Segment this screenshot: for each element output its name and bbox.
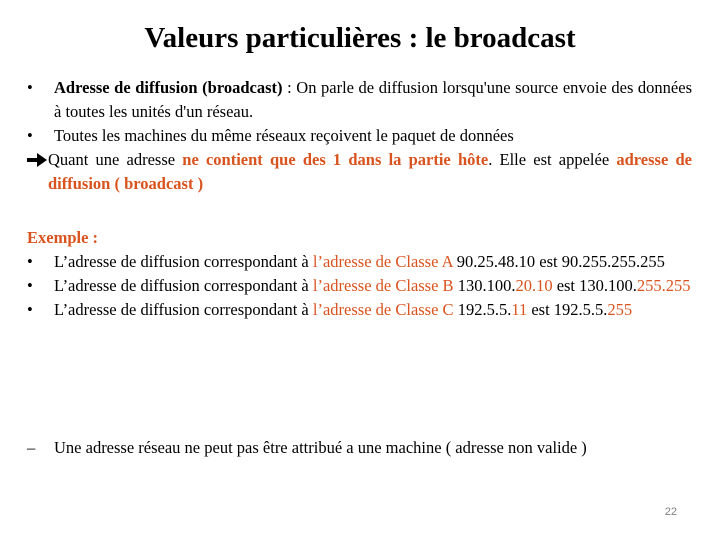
- intro-bullet-1: [27, 76, 692, 124]
- dash-marker: –: [27, 438, 36, 457]
- class-c-address-host: 11: [511, 300, 528, 319]
- broadcast-term: Adresse de diffusion (broadcast): [54, 78, 283, 97]
- dash-note: [27, 436, 692, 460]
- bullet-marker: •: [27, 276, 33, 295]
- dash-note-text: Une adresse réseau ne peut pas être attribué a une machine ( adresse non valide ): [54, 438, 587, 457]
- ones-condition: ne contient que des 1: [182, 150, 349, 169]
- example-item-class-a: [27, 250, 692, 274]
- example-item-text: L’adresse de diffusion correspondant à: [54, 276, 313, 295]
- bullet-marker: •: [27, 78, 33, 97]
- class-c-label: l’adresse de Classe C: [312, 300, 454, 319]
- slide-title: Valeurs particulières : le broadcast: [144, 22, 576, 54]
- class-a-broadcast: est 90.255.255.255: [535, 252, 665, 271]
- class-c-broadcast-host: 255: [607, 300, 633, 319]
- host-part: dans la partie hôte: [348, 150, 489, 169]
- example-item-text: L’adresse de diffusion correspondant à: [54, 300, 313, 319]
- class-c-broadcast-net: est 192.5.5.: [527, 300, 608, 319]
- right-arrow-icon: [27, 148, 48, 167]
- bullet-marker: •: [27, 126, 33, 145]
- bullet-marker: •: [27, 300, 33, 319]
- example-heading: Exemple :: [27, 228, 99, 247]
- intro-bullet-2-text: Toutes les machines du même réseaux reçoivent le paquet de données: [54, 126, 514, 145]
- intro-bullet-1-text: : On parle de diffusion lorsqu'une source envoie des données à toutes les unités d'un réseau.: [54, 78, 693, 121]
- intro-bullet-2: [27, 124, 692, 148]
- class-b-address-net: 130.100.: [453, 276, 516, 295]
- arrow-item-text-post: . Elle est appelée: [488, 150, 617, 169]
- arrow-item-text-pre: Quant une adresse: [48, 150, 183, 169]
- page-number: 22: [664, 506, 677, 518]
- example-section: [27, 226, 692, 322]
- example-item-class-c: [27, 298, 692, 322]
- class-c-address-net: 192.5.5.: [453, 300, 512, 319]
- class-b-address-host: 20.10: [515, 276, 553, 295]
- class-b-broadcast-net: est 130.100.: [552, 276, 637, 295]
- class-b-broadcast-host: 255.255: [636, 276, 691, 295]
- class-b-label: l’adresse de Classe B: [312, 276, 454, 295]
- example-item-text: L’adresse de diffusion correspondant à: [54, 252, 313, 271]
- class-a-address: 90.25.48.10: [452, 252, 536, 271]
- example-item-class-b: [27, 274, 692, 298]
- broadcast-address-term: adresse de diffusion ( broadcast ): [48, 150, 692, 193]
- class-a-label: l’adresse de Classe A: [312, 252, 453, 271]
- intro-section: [27, 76, 692, 196]
- arrow-item: [27, 148, 692, 196]
- bullet-marker: •: [27, 252, 33, 271]
